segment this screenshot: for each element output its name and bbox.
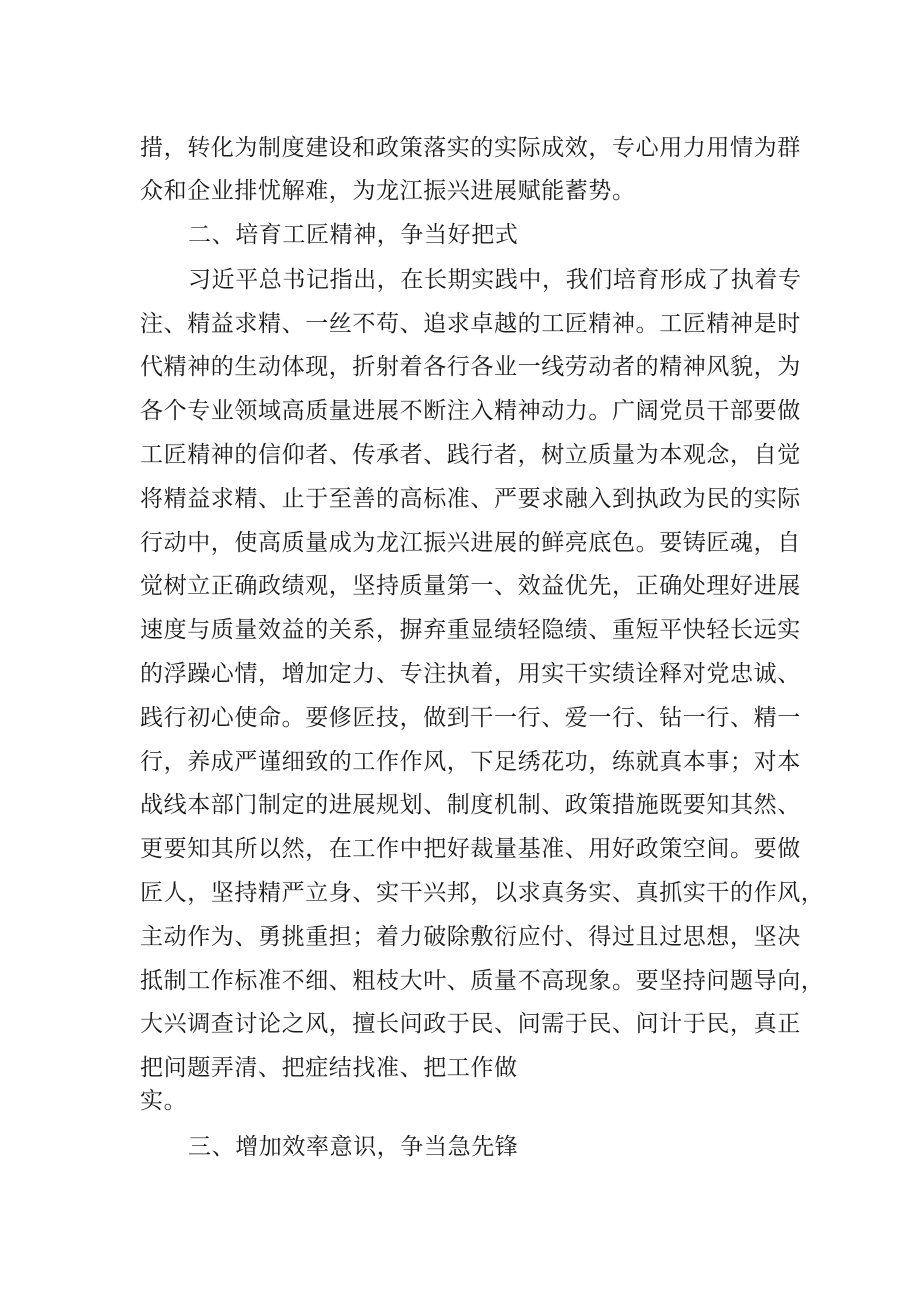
paragraph-first-line: 习近平总书记指出，在长期实践中，我们培育形成了执着专: [188, 267, 802, 293]
text-line: 行动中，使高质量成为龙江振兴进展的鲜亮底色。要铸匠魂，自: [140, 530, 801, 556]
text-line: 注、精益求精、一丝不苟、追求卓越的工匠精神。工匠精神是时: [140, 311, 801, 337]
text-line: 代精神的生动体现，折射着各行各业一线劳动者的精神风貌，为: [140, 354, 801, 380]
text-line: 把问题弄清、把症结找准、把工作做: [140, 1055, 518, 1081]
text-line: 大兴调查讨论之风，擅长问政于民、问需于民、问计于民，真正: [140, 1011, 801, 1037]
text-line: 将精益求精、止于至善的高标准、严要求融入到执政为民的实际: [140, 486, 801, 512]
text-line: 战线本部门制定的进展规划、制度机制、政策措施既要知其然、: [140, 792, 801, 818]
section-heading: 三、增加效率意识，争当急先锋: [188, 1134, 519, 1160]
text-line: 速度与质量效益的关系，摒弃重显绩轻隐绩、重短平快轻长远实: [140, 617, 801, 643]
text-line: 工匠精神的信仰者、传承者、践行者，树立质量为本观念，自觉: [140, 442, 801, 468]
text-line: 主动作为、勇挑重担；着力破除敷衍应付、得过且过思想，坚决: [140, 924, 801, 950]
text-line: 抵制工作标准不细、粗枝大叶、质量不高现象。要坚持问题导向，: [140, 968, 825, 994]
text-line: 众和企业排忧解难，为龙江振兴进展赋能蓄势。: [140, 178, 636, 204]
text-line: 更要知其所以然，在工作中把好裁量基准、用好政策空间。要做: [140, 836, 801, 862]
text-line: 的浮躁心情，增加定力、专注执着，用实干实绩诠释对党忠诚、: [140, 661, 801, 687]
text-line: 匠人，坚持精严立身、实干兴邦，以求真务实、真抓实干的作风，: [140, 880, 825, 906]
text-line: 各个专业领域高质量进展不断注入精神动力。广阔党员干部要做: [140, 398, 801, 424]
text-line: 践行初心使命。要修匠技，做到干一行、爱一行、钻一行、精一: [140, 705, 801, 731]
text-line: 觉树立正确政绩观，坚持质量第一、效益优先，正确处理好进展: [140, 573, 801, 599]
section-heading: 二、培育工匠精神，争当好把式: [188, 222, 519, 248]
text-line: 措，转化为制度建设和政策落实的实际成效，专心用力用情为群: [140, 135, 801, 161]
text-line: 实。: [140, 1088, 188, 1114]
text-line: 行，养成严谨细致的工作作风，下足绣花功，练就真本事；对本: [140, 749, 801, 775]
